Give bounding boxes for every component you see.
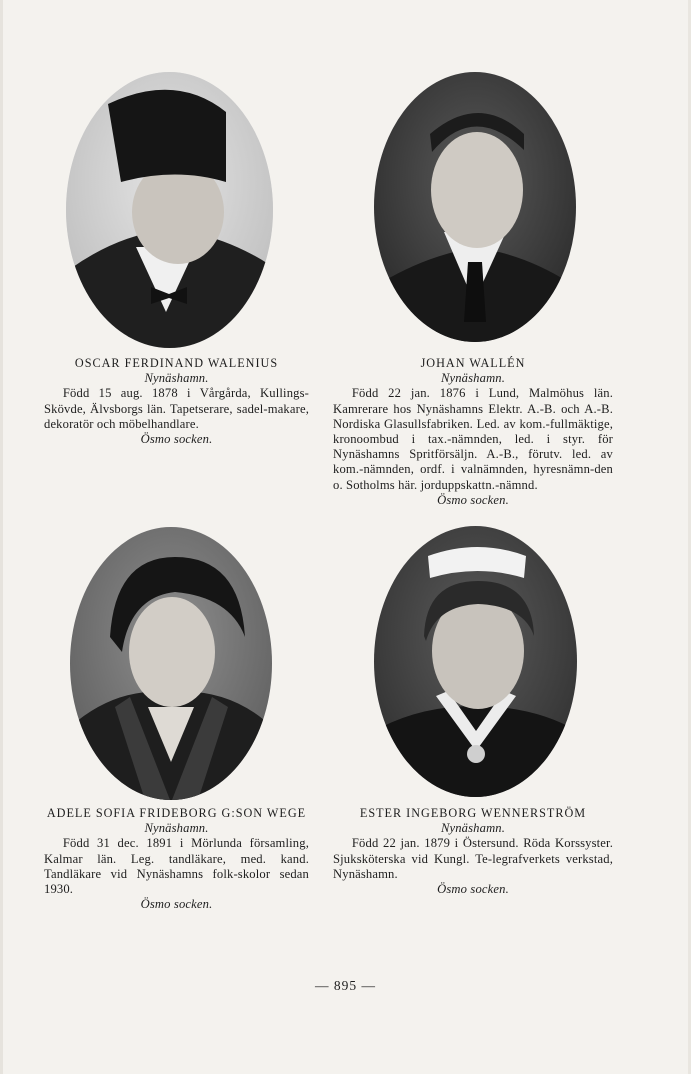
- portrait-photo: [374, 72, 576, 342]
- person-name: JOHAN WALLÉN: [420, 356, 526, 370]
- residence: Nynäshamn.: [440, 821, 506, 836]
- residence: Nynäshamn.: [144, 821, 209, 836]
- biography-text: Född 15 aug. 1878 i Vårgårda, Kullings-Skövde, Älvsborgs län. Tapetserare, sadel-makare, dekoratör och möbelhandlare.: [44, 386, 309, 431]
- person-name: ADELE SOFIA FRIDEBORG G:SON WEGE: [46, 806, 307, 820]
- residence: Nynäshamn.: [144, 371, 209, 386]
- residence: Nynäshamn.: [440, 371, 506, 386]
- page-number: — 895 —: [315, 978, 376, 993]
- parish: Ösmo socken.: [437, 492, 509, 507]
- portrait-photo: [66, 72, 273, 348]
- biography-entry: [44, 806, 309, 912]
- biography-entry: [333, 356, 613, 508]
- portrait-photo: [374, 526, 577, 797]
- biography-text: Född 22 jan. 1879 i Östersund. Röda Korssyster. Sjuksköterska vid Kungl. Te-legrafverkets verkstad, Nynäshamn.: [333, 836, 613, 881]
- parish: Ösmo socken.: [140, 432, 213, 447]
- portrait-photo: [70, 527, 272, 800]
- biography-entry: [333, 806, 613, 897]
- person-name: ESTER INGEBORG WENNERSTRÖM: [359, 806, 587, 820]
- person-name: OSCAR FERDINAND WALENIUS: [74, 356, 279, 370]
- biography-text: Född 22 jan. 1876 i Lund, Malmöhus län. Kamrerare hos Nynäshamns Elektr. A.-B. och A.-B. Nordiska Glasullsfabriken. Led. av kom.-fullmäktige, kronoombud i tax.-nämnden, led. i styr. för Nynäshamns Spritförsäljn. A.-B., förutv. led. av kom.-nämnden, ordf. i valnämnden, hyresnämn-den o. Sotholms här. jorduppskattn.-nämnd.: [333, 386, 613, 492]
- biography-text: Född 31 dec. 1891 i Mörlunda församling, Kalmar län. Leg. tandläkare, med. kand. Tandläkare vid Nynäshamns folk-skolor sedan 1930.: [44, 836, 309, 897]
- parish: Ösmo socken.: [140, 897, 213, 912]
- biography-entry: [44, 356, 309, 447]
- parish: Ösmo socken.: [437, 882, 509, 897]
